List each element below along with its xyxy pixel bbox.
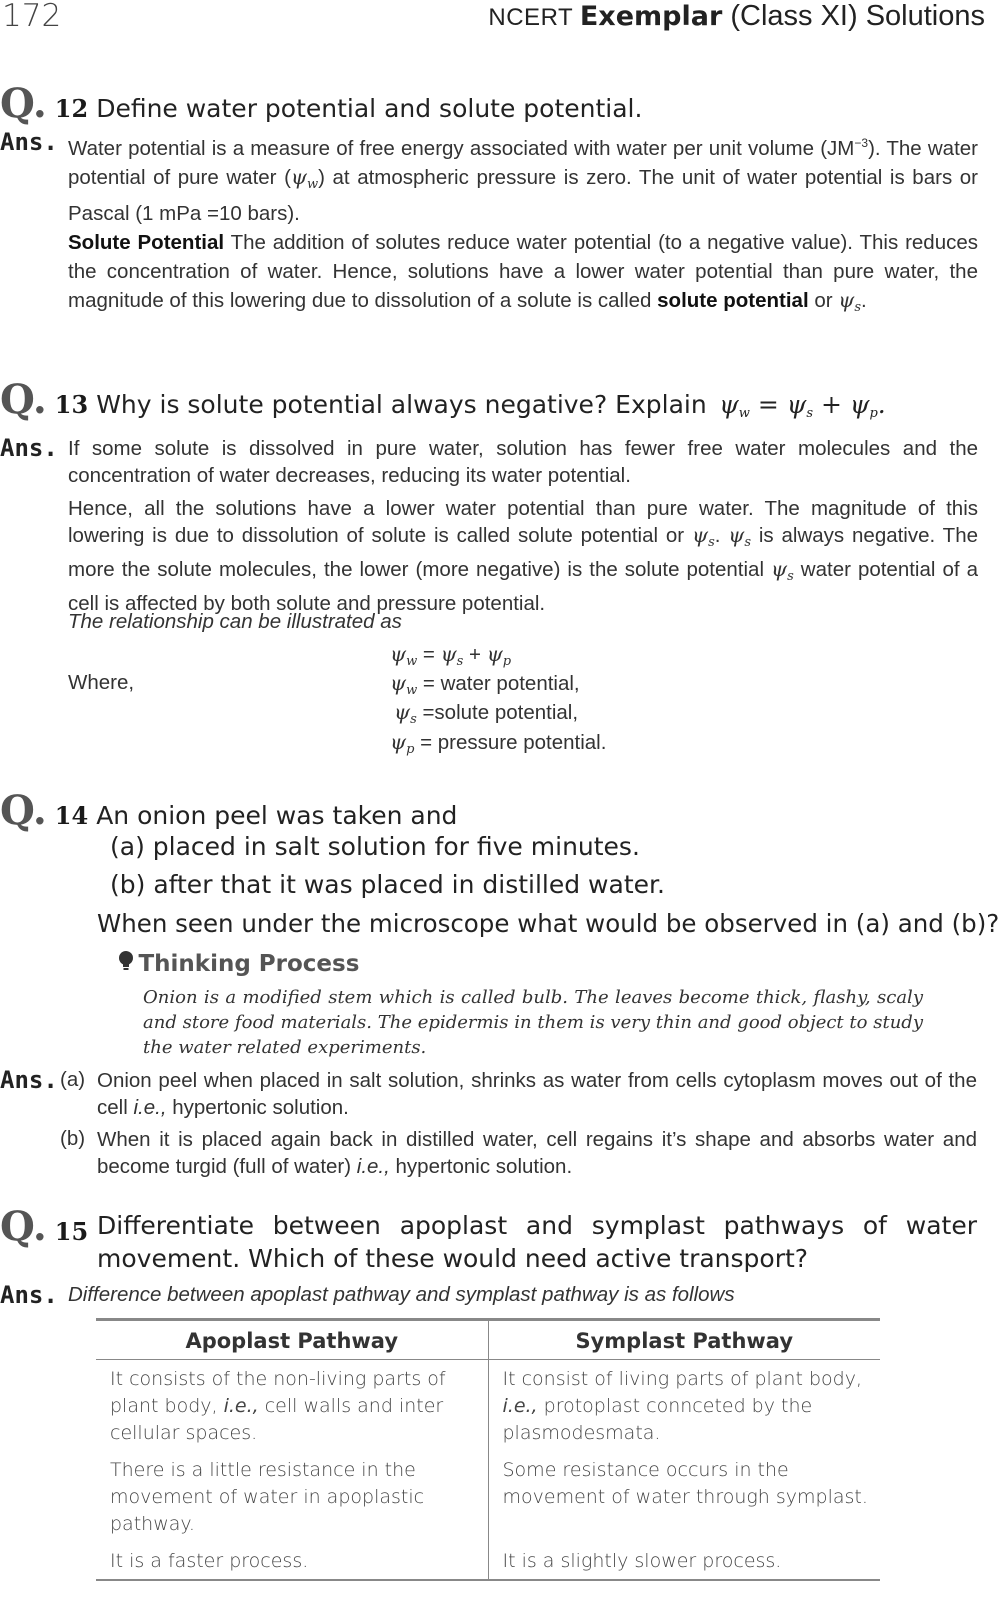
question-12-heading — [0, 80, 642, 127]
question-number: 12 — [54, 94, 89, 123]
question-15-text: Differentiate between apoplast and symplast pathways of water movement. Which of these would need active transport? — [97, 1211, 977, 1273]
table-row — [96, 1451, 880, 1542]
question-number: 14 — [54, 801, 89, 830]
definition-psi-s: $\psi_s$ =solute potential, — [394, 700, 579, 727]
text: The addition of solutes reduce water potential (to a negative value). This reduces the concentration of water. Hence, solutions have a lower water potential than pure water, the magnitude of this lowering due to dissolution of a solute is called — [68, 231, 979, 312]
where-label: Where, — [68, 671, 135, 694]
table-header-row — [96, 1320, 880, 1360]
answer-a-text — [97, 1067, 977, 1121]
table-row — [96, 1542, 880, 1580]
text: ). The water potential of pure water ( — [68, 136, 979, 189]
text: or — [808, 289, 839, 312]
table-cell — [488, 1360, 880, 1452]
definition-text: = water potential, — [422, 672, 580, 695]
question-number: 13 — [54, 390, 89, 419]
definition-text: = pressure potential. — [420, 731, 607, 754]
header-exemplar: Exemplar — [579, 1, 723, 32]
text: water potential of a cell is affected by both solute and pressure potential. — [68, 558, 978, 615]
answer-b-text — [97, 1126, 977, 1180]
answer-label: Ans. — [0, 128, 58, 156]
question-number: 15 — [54, 1217, 89, 1246]
text: Onion peel when placed in salt solution, shrinks as water from cells cytoplasm moves out of the cell — [97, 1069, 977, 1119]
column-header-apoplast: Apoplast Pathway — [96, 1320, 488, 1360]
lightbulb-icon — [118, 950, 134, 974]
question-14-part-b: (b) after that it was placed in distilled water. — [110, 870, 665, 899]
q13-answer-para-2 — [68, 495, 978, 617]
definition-text: =solute potential, — [422, 701, 579, 724]
question-14-part-a: (a) placed in salt solution for five minutes. — [110, 832, 640, 861]
header-ncert: NCERT — [488, 4, 580, 31]
page-number: 172 — [2, 0, 62, 34]
text: cell walls and inter cellular spaces. — [110, 1395, 444, 1444]
question-marker: Q. — [0, 1203, 47, 1250]
answer-a-label: (a) — [60, 1068, 86, 1091]
question-text: Why is solute potential always negative? Explain — [96, 390, 707, 419]
text: Hence, all the solutions have a lower water potential than pure water. The magnitude of this lowering is due to dissolution of solute is called solute potential or — [68, 497, 978, 547]
column-header-symplast: Symplast Pathway — [488, 1320, 880, 1360]
relationship-intro: The relationship can be illustrated as — [68, 610, 402, 633]
text: Water potential is a measure of free energy associated with water per unit volume (JM — [68, 136, 855, 160]
text: is always negative. The more the solute molecules, the lower (more negative) is the solute potential — [68, 524, 979, 581]
q12-answer-para-2 — [68, 228, 978, 322]
text: When it is placed again back in distilled water, cell regains it’s shape and absorbs water and become turgid (full of water) — [97, 1128, 977, 1178]
table-cell: It is a faster process. — [96, 1542, 488, 1580]
question-text: Define water potential and solute potential. — [96, 94, 643, 123]
text: It consist of living parts of plant body, — [502, 1368, 862, 1390]
term-bold: solute potential — [657, 289, 809, 312]
question-14-heading — [0, 787, 457, 834]
equation: $\psi_w = \psi_s + \psi_p$. — [719, 390, 886, 421]
psi-symbol: $\psi_w$ — [290, 164, 319, 192]
running-header — [488, 0, 985, 33]
text: . — [861, 289, 867, 312]
superscript: −3 — [854, 136, 869, 150]
psi-symbol: $\psi_s$ — [691, 523, 715, 550]
answer-label: Ans. — [0, 434, 58, 462]
question-marker: Q. — [0, 80, 47, 127]
question-13-heading — [0, 376, 886, 423]
header-class: (Class XI) Solutions — [722, 0, 985, 32]
question-marker: Q. — [0, 376, 47, 423]
question-15-heading — [0, 1203, 88, 1250]
question-text: An onion peel was taken and — [96, 801, 458, 830]
question-marker: Q. — [0, 787, 47, 834]
text: It consists of the non-living parts of plant body, — [110, 1368, 446, 1417]
comparison-table — [96, 1318, 880, 1581]
question-14-end: When seen under the microscope what would be observed in (a) and (b)? — [97, 909, 999, 938]
text-italic: i.e., — [223, 1395, 259, 1417]
table-cell: It is a slightly slower process. — [488, 1542, 880, 1580]
definition-psi-p: $\psi_p$ = pressure potential. — [390, 730, 607, 757]
relationship-equation: $\psi_w = \psi_s + \psi_p$ — [390, 642, 512, 669]
text-italic: i.e., — [356, 1155, 390, 1178]
table-cell — [96, 1360, 488, 1452]
definition-psi-w: $\psi_w$ = water potential, — [390, 671, 580, 698]
text: hypertonic solution. — [166, 1096, 349, 1119]
text: . — [714, 524, 729, 547]
text: protoplast connceted by the plasmodesmata. — [502, 1395, 813, 1444]
psi-symbol: $\psi_s$ — [728, 523, 752, 550]
thinking-process-title: Thinking Process — [138, 951, 360, 977]
thinking-process-heading — [118, 950, 359, 977]
q13-answer-para-1: If some solute is dissolved in pure water, solution has fewer free water molecules and the concentration of water decreases, reducing its water potential. — [68, 437, 978, 487]
answer-label: Ans. — [0, 1281, 58, 1309]
table-row — [96, 1360, 880, 1452]
table-cell: Some resistance occurs in the movement of water through symplast. — [488, 1451, 880, 1542]
q12-answer-para-1 — [68, 129, 978, 228]
term-label: Solute Potential — [68, 231, 225, 254]
psi-symbol: $\psi_s$ — [771, 557, 794, 584]
answer-label: Ans. — [0, 1066, 58, 1094]
psi-symbol: $\psi_s$ — [838, 288, 862, 315]
thinking-process-body: Onion is a modified stem which is called bulb. The leaves become thick, flashy, scaly and store food materials. The epidermis in them is very thin and good object to study the water related experiments. — [143, 987, 923, 1058]
text-italic: i.e., — [502, 1395, 538, 1417]
text: ) at atmospheric pressure is zero. The unit of water potential is bars or Pascal (1 mPa =10 bars). — [68, 165, 978, 225]
answer-b-label: (b) — [60, 1127, 86, 1150]
text-italic: i.e., — [133, 1096, 167, 1119]
table-intro: Difference between apoplast pathway and symplast pathway is as follows — [68, 1283, 735, 1306]
text: hypertonic solution. — [389, 1155, 573, 1178]
table-cell: There is a little resistance in the movement of water in apoplastic pathway. — [110, 1459, 425, 1535]
